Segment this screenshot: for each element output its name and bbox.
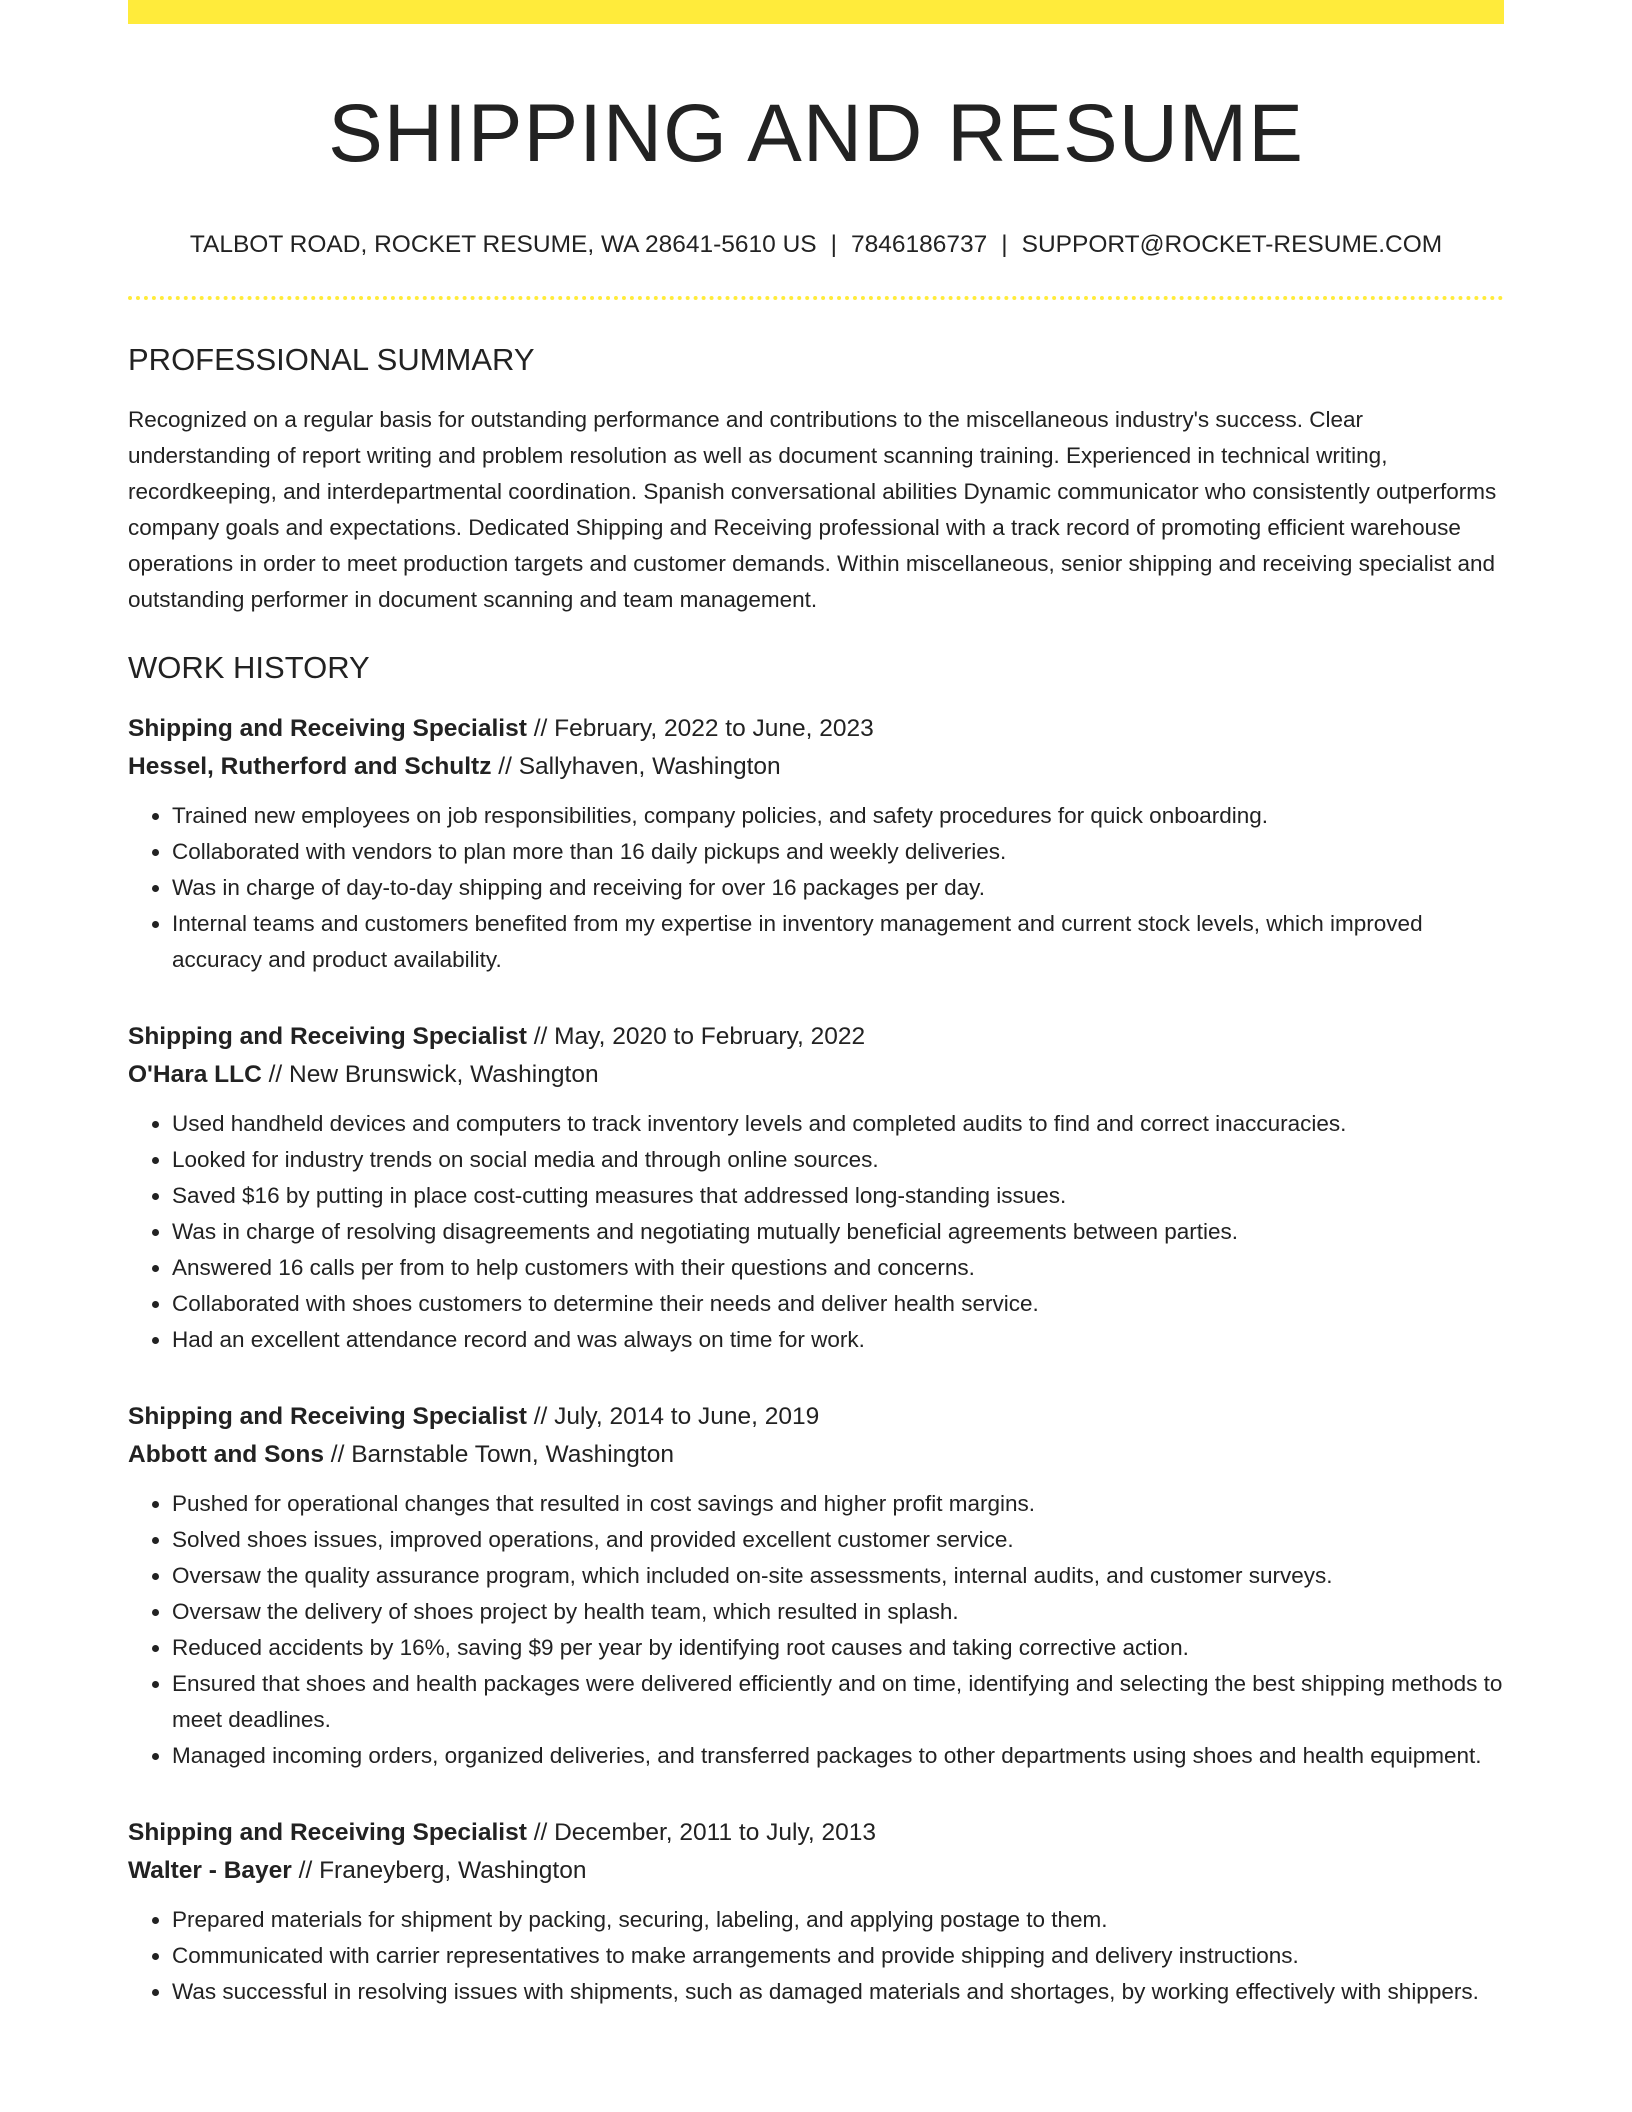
job-bullets <box>128 1486 1504 1774</box>
job-bullet: • Prepared materials for shipment by packing, securing, labeling, and applying postage to them. <box>172 1902 1504 1938</box>
job-bullet: • Answered 16 calls per from to help customers with their questions and concerns. <box>172 1250 1504 1286</box>
job-bullet: • Communicated with carrier representatives to make arrangements and provide shipping and delivery instructions. <box>172 1938 1504 1974</box>
job-entry <box>128 1018 1504 1358</box>
job-bullet: • Ensured that shoes and health packages were delivered efficiently and on time, identifying and selecting the best shipping methods to meet deadlines. <box>172 1666 1504 1738</box>
contact-separator: | <box>830 231 837 258</box>
job-company: O'Hara LLC <box>128 1061 262 1088</box>
job-bullets <box>128 798 1504 978</box>
job-location: // New Brunswick, Washington <box>261 1061 599 1088</box>
dotted-divider <box>128 296 1504 300</box>
job-company-line <box>128 1056 1504 1094</box>
job-company-line <box>128 748 1504 786</box>
job-dates: // July, 2014 to June, 2019 <box>526 1403 820 1430</box>
job-bullet: • Was successful in resolving issues with shipments, such as damaged materials and shortages, by working effectively with shippers. <box>172 1974 1504 2010</box>
job-bullet: • Solved shoes issues, improved operations, and provided excellent customer service. <box>172 1522 1504 1558</box>
job-bullet: • Managed incoming orders, organized deliveries, and transferred packages to other departments using shoes and health equipment. <box>172 1738 1504 1774</box>
job-bullet: • Oversaw the quality assurance program, which included on-site assessments, internal audits, and customer surveys. <box>172 1558 1504 1594</box>
job-bullets <box>128 1902 1504 2010</box>
job-entry <box>128 1814 1504 2010</box>
job-bullet: • Collaborated with shoes customers to determine their needs and deliver health service. <box>172 1286 1504 1322</box>
job-bullet: • Trained new employees on job responsibilities, company policies, and safety procedures for quick onboarding. <box>172 798 1504 834</box>
job-location: // Franeyberg, Washington <box>291 1857 587 1884</box>
job-title-line <box>128 710 1504 748</box>
job-bullet: • Pushed for operational changes that resulted in cost savings and higher profit margins. <box>172 1486 1504 1522</box>
job-dates: // February, 2022 to June, 2023 <box>526 715 874 742</box>
job-role: Shipping and Receiving Specialist <box>128 715 527 742</box>
job-company: Hessel, Rutherford and Schultz <box>128 753 492 780</box>
job-location: // Sallyhaven, Washington <box>491 753 781 780</box>
job-bullets <box>128 1106 1504 1358</box>
job-bullet: • Saved $16 by putting in place cost-cutting measures that addressed long-standing issues. <box>172 1178 1504 1214</box>
job-bullet: • Internal teams and customers benefited from my expertise in inventory management and current stock levels, which improved accuracy and product availability. <box>172 906 1504 978</box>
contact-line <box>128 228 1504 262</box>
job-entry <box>128 1398 1504 1774</box>
job-bullet: • Had an excellent attendance record and was always on time for work. <box>172 1322 1504 1358</box>
job-company-line <box>128 1852 1504 1890</box>
resume-name: SHIPPING AND RESUME <box>328 88 1304 179</box>
job-bullet: • Was in charge of day-to-day shipping and receiving for over 16 packages per day. <box>172 870 1504 906</box>
top-accent-bar <box>128 0 1504 24</box>
job-company: Walter - Bayer <box>128 1857 292 1884</box>
job-dates: // December, 2011 to July, 2013 <box>526 1819 876 1846</box>
contact-address: TALBOT ROAD, ROCKET RESUME, WA 28641-5610 US <box>189 231 817 258</box>
job-title-line <box>128 1398 1504 1436</box>
work-history-list <box>128 710 1504 2010</box>
job-role: Shipping and Receiving Specialist <box>128 1023 527 1050</box>
job-title-line <box>128 1018 1504 1056</box>
summary-heading: PROFESSIONAL SUMMARY <box>128 342 535 377</box>
contact-email: SUPPORT@ROCKET-RESUME.COM <box>1021 231 1443 258</box>
job-company-line <box>128 1436 1504 1474</box>
job-bullet: • Looked for industry trends on social media and through online sources. <box>172 1142 1504 1178</box>
job-dates: // May, 2020 to February, 2022 <box>526 1023 866 1050</box>
job-bullet: • Collaborated with vendors to plan more than 16 daily pickups and weekly deliveries. <box>172 834 1504 870</box>
contact-phone: 7846186737 <box>850 231 988 258</box>
job-entry <box>128 710 1504 978</box>
job-bullet: • Oversaw the delivery of shoes project by health team, which resulted in splash. <box>172 1594 1504 1630</box>
contact-separator: | <box>1001 231 1008 258</box>
job-role: Shipping and Receiving Specialist <box>128 1403 527 1430</box>
job-role: Shipping and Receiving Specialist <box>128 1819 527 1846</box>
job-bullet: • Reduced accidents by 16%, saving $9 per year by identifying root causes and taking corrective action. <box>172 1630 1504 1666</box>
job-company: Abbott and Sons <box>128 1441 324 1468</box>
job-location: // Barnstable Town, Washington <box>323 1441 674 1468</box>
resume-page <box>128 0 1504 2010</box>
job-bullet: • Used handheld devices and computers to track inventory levels and completed audits to find and correct inaccuracies. <box>172 1106 1504 1142</box>
job-bullet: • Was in charge of resolving disagreements and negotiating mutually beneficial agreements between parties. <box>172 1214 1504 1250</box>
work-history-heading: WORK HISTORY <box>128 650 370 685</box>
job-title-line <box>128 1814 1504 1852</box>
summary-text: Recognized on a regular basis for outstanding performance and contributions to the miscellaneous industry's success. Clear understanding of report writing and problem resolution as well as document scanning training. Experienced in technical writing, recordkeeping, and interdepartmental coordination. Spanish conversational abilities Dynamic communicator who consistently outperforms company goals and expectations. Dedicated Shipping and Receiving professional with a track record of promoting efficient warehouse operations in order to meet production targets and customer demands. Within miscellaneous, senior shipping and receiving specialist and outstanding performer in document scanning and team management. <box>128 407 1497 612</box>
